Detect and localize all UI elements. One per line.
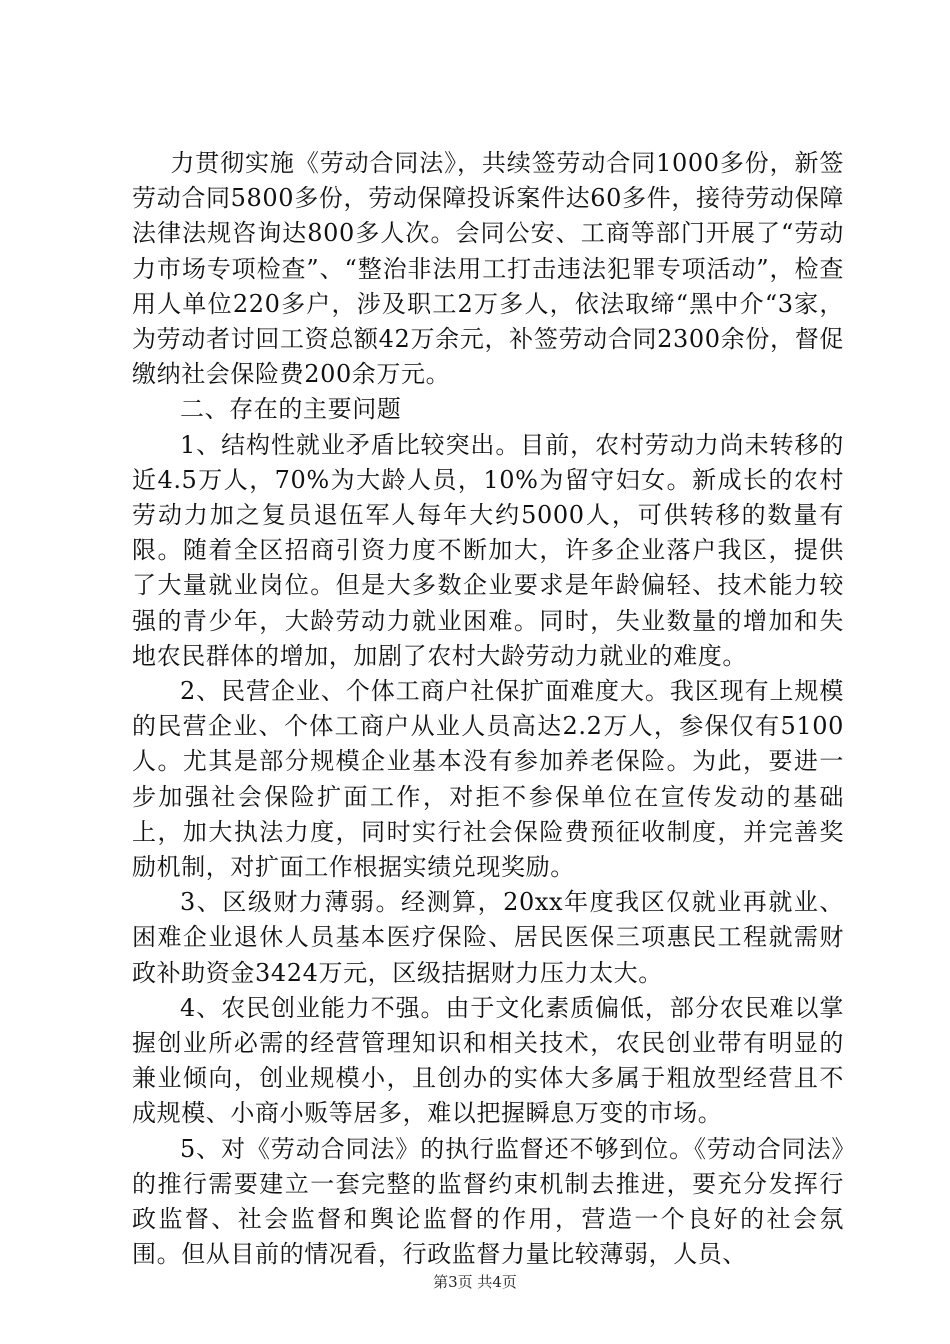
document-body [132,146,844,1273]
page-number-footer: 第3页 共4页 [433,1273,517,1291]
paragraph-labor-contract-enforcement: 力贯彻实施《劳动合同法》，共续签劳动合同1000多份，新签劳动合同5800多份，劳动保障投诉案件达60多件，接待劳动保障法律法规咨询达800多人次。会同公安、工商等部门开展了“劳动力市场专项检查”、“整治非法用工打击违法犯罪专项活动”，检查用人单位220多户，涉及职工2万多人，依法取缔“黑中介“3家，为劳动者讨回工资总额42万余元，补签劳动合同2300余份，督促缴纳社会保险费200余万元。 [132,149,844,389]
paragraph-problem-5: 5、对《劳动合同法》的执行监督还不够到位。《劳动合同法》的推行需要建立一套完整的监督约束机制去推进，要充分发挥行政监督、社会监督和舆论监督的作用，营造一个良好的社会氛围。但从目前的情况看，行政监督力量比较薄弱，人员、 [132,1134,844,1269]
paragraph-problem-3: 3、区级财力薄弱。经测算，20xx年度我区仅就业再就业、困难企业退休人员基本医疗保险、居民医保三项惠民工程就需财政补助资金3424万元，区级拮据财力压力太大。 [132,888,844,987]
paragraph-problem-2: 2、民营企业、个体工商户社保扩面难度大。我区现有上规模的民营企业、个体工商户从业人员高达2.2万人，参保仅有5100人。尤其是部分规模企业基本没有参加养老保险。为此，要进一步加强社会保险扩面工作，对拒不参保单位在宣传发动的基础上，加大执法力度，同时实行社会保险费预征收制度，并完善奖励机制，对扩面工作根据实绩兑现奖励。 [132,677,844,882]
paragraph-problem-1: 1、结构性就业矛盾比较突出。目前，农村劳动力尚未转移的近4.5万人，70%为大龄人员，10%为留守妇女。新成长的农村劳动力加之复员退伍军人每年大约5000人，可供转移的数量有限。随着全区招商引资力度不断加大，许多企业落户我区，提供了大量就业岗位。但是大多数企业要求是年龄偏轻、技术能力较强的青少年，大龄劳动力就业困难。同时，失业数量的增加和失地农民群体的增加，加剧了农村大龄劳动力就业的难度。 [132,430,844,670]
section-heading-main-problems: 二、存在的主要问题 [180,395,402,424]
paragraph-problem-4: 4、农民创业能力不强。由于文化素质偏低，部分农民难以掌握创业所必需的经营管理知识和相关技术，农民创业带有明显的兼业倾向，创业规模小，且创办的实体大多属于粗放型经营且不成规模、小商小贩等居多，难以把握瞬息万变的市场。 [132,993,844,1128]
